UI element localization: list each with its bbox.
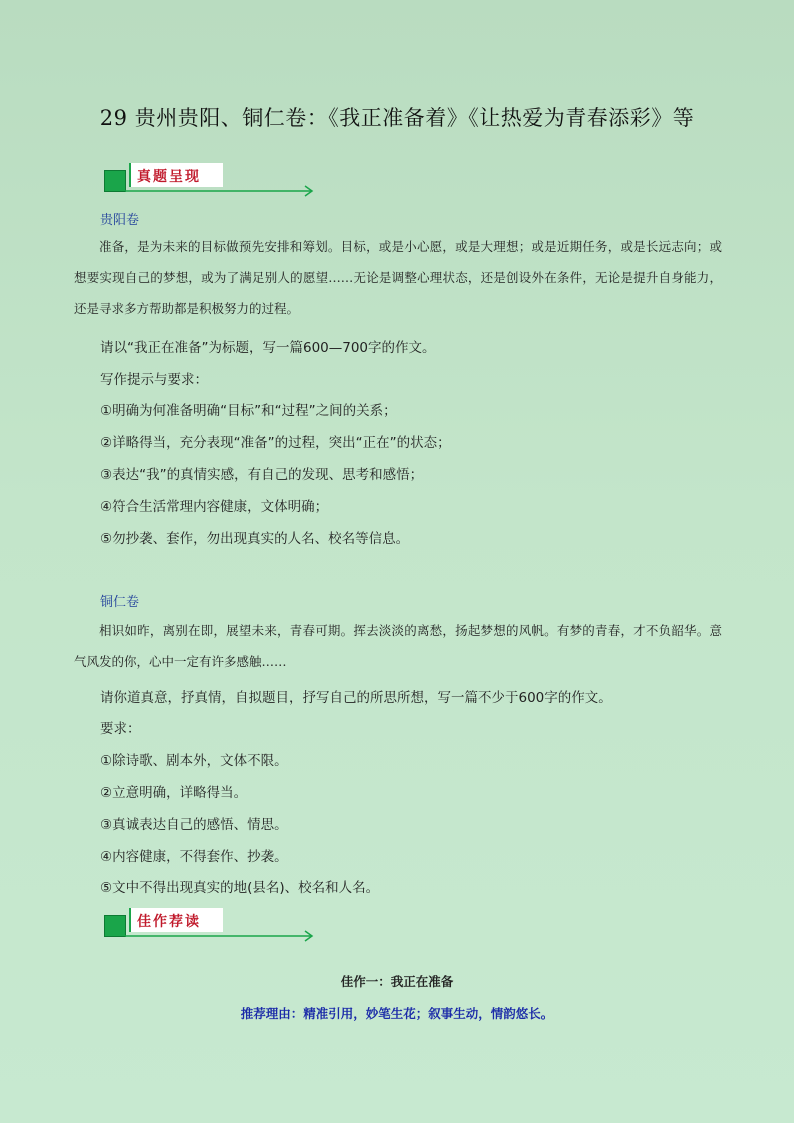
arrow-underline-icon [125, 183, 315, 197]
tongren-req-1: ①除诗歌、剧本外，文体不限。 [100, 753, 288, 769]
section-badge-exam [101, 163, 223, 197]
arrow-underline-icon [125, 928, 315, 942]
tongren-req-4: ④内容健康，不得套作、抄袭。 [100, 849, 288, 865]
tongren-prompt: 相识如昨，离别在即，展望未来，青春可期。挥去淡淡的离愁，扬起梦想的风帆。有梦的青春，才不负韶华。意气风发的你，心中一定有许多感触…… [74, 623, 722, 669]
guiyang-prompt: 准备，是为未来的目标做预先安排和筹划。目标，或是小心愿，或是大理想；或是近期任务，或是长远志向；或想要实现自己的梦想，或为了满足别人的愿望……无论是调整心理状态，还是创设外在条件，无论是提升自身能力，还是寻求多方帮助都是积极努力的过程。 [74, 239, 722, 316]
tongren-req-heading: 要求： [100, 721, 141, 737]
section-label-tongren: 铜仁卷 [100, 595, 140, 610]
guiyang-req-heading: 写作提示与要求： [100, 372, 208, 388]
badge-label-recommend: 佳作荐读 [137, 914, 201, 930]
essay-title: 佳作一：我正在准备 [340, 974, 454, 989]
tongren-req-5: ⑤文中不得出现真实的地(县名)、校名和人名。 [100, 880, 380, 896]
document-title: 29 贵州贵阳、铜仁卷：《我正准备着》《让热爱为青春添彩》等 [99, 106, 695, 130]
guiyang-req-3: ③表达“我”的真情实感，有自己的发现、思考和感悟； [100, 467, 424, 483]
tongren-task: 请你道真意，抒真情，自拟题目，抒写自己的所思所想，写一篇不少于600字的作文。 [100, 690, 612, 706]
guiyang-task: 请以“我正在准备”为标题，写一篇600—700字的作文。 [100, 340, 436, 356]
section-label-guiyang: 贵阳卷 [100, 213, 140, 228]
guiyang-req-1: ①明确为何准备明确“目标”和“过程”之间的关系； [100, 403, 397, 419]
green-square-icon [104, 170, 126, 192]
guiyang-req-4: ④符合生活常理内容健康，文体明确； [100, 499, 329, 515]
green-square-icon [104, 915, 126, 937]
guiyang-req-2: ②详略得当，充分表现“准备”的过程，突出“正在”的状态； [100, 435, 451, 451]
recommend-reason: 推荐理由：精准引用，妙笔生花；叙事生动，情韵悠长。 [240, 1006, 554, 1021]
tongren-req-2: ②立意明确，详略得当。 [100, 785, 248, 801]
section-badge-recommend [101, 908, 223, 942]
guiyang-req-5: ⑤勿抄袭、套作，勿出现真实的人名、校名等信息。 [100, 531, 410, 547]
badge-label-exam: 真题呈现 [137, 169, 201, 185]
tongren-req-3: ③真诚表达自己的感悟、情思。 [100, 817, 288, 833]
